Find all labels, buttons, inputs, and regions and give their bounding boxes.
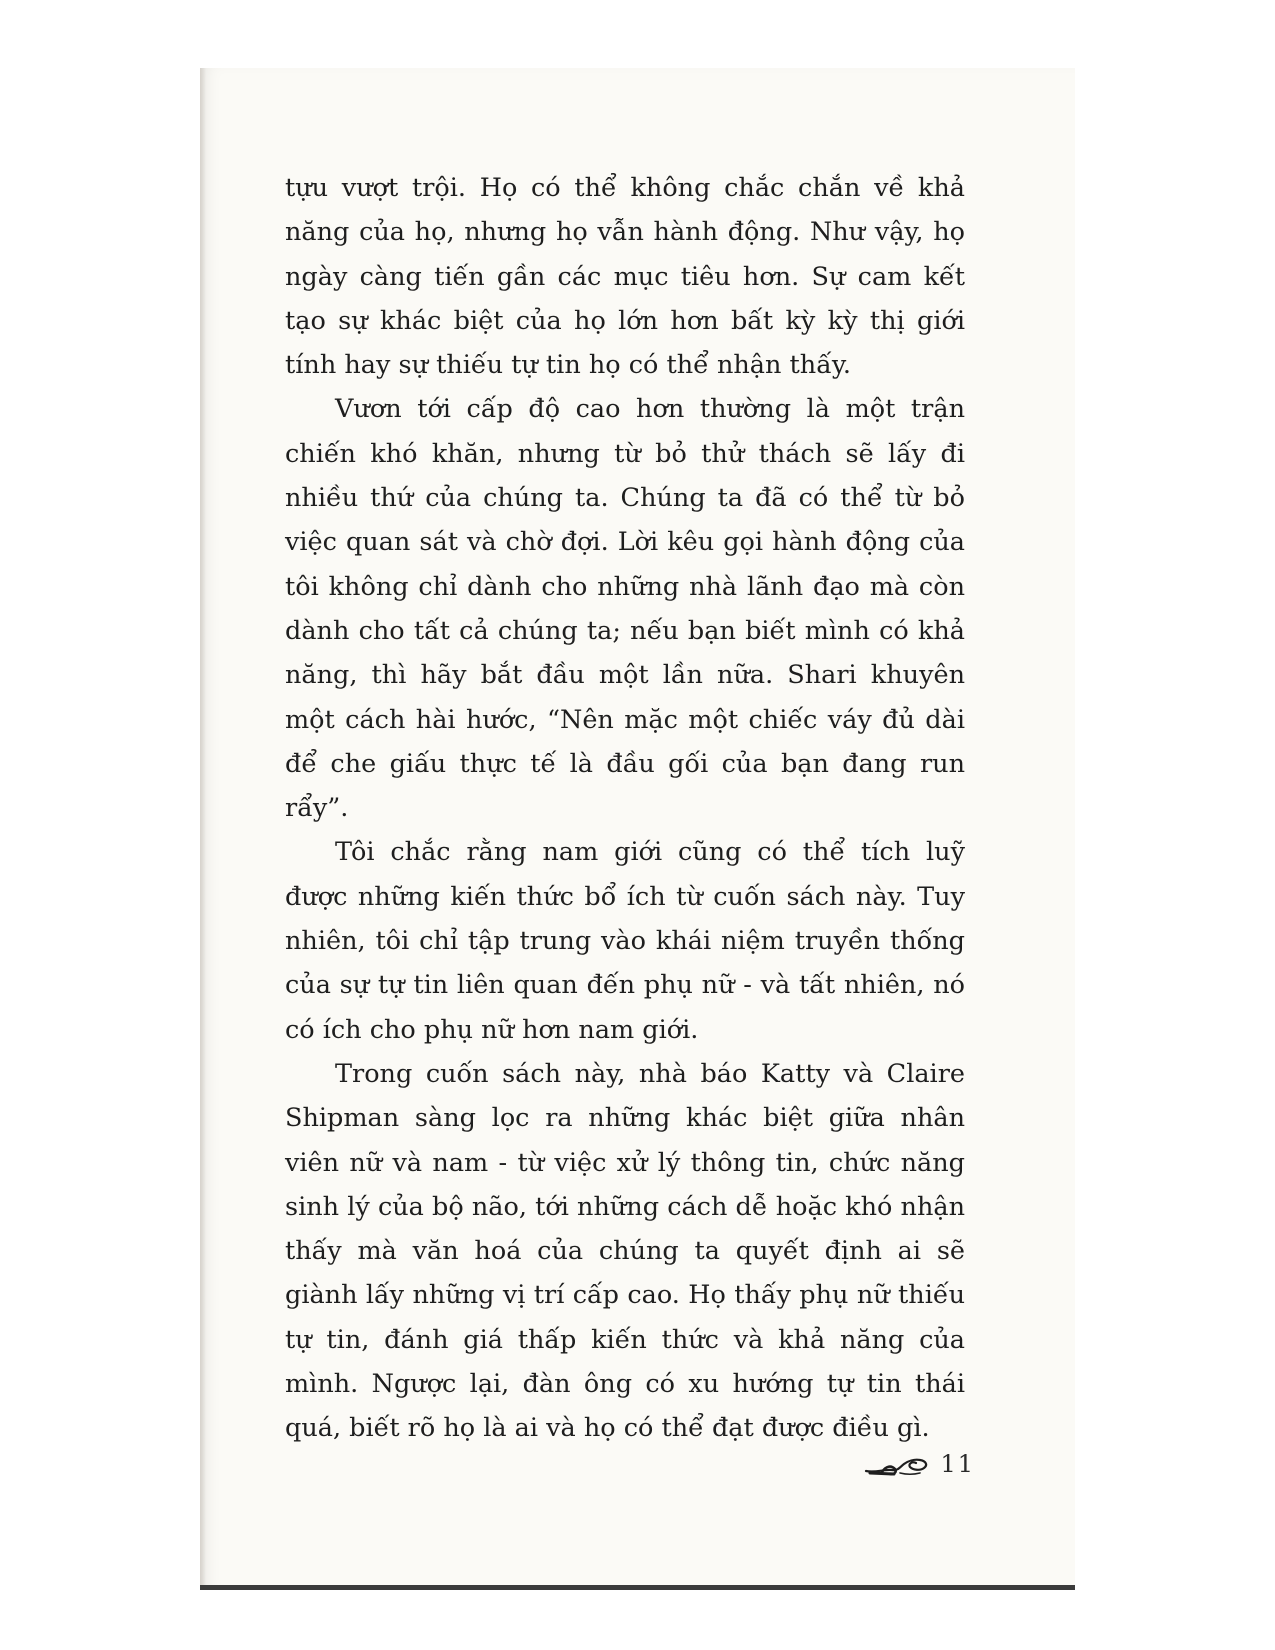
page-number: 11 xyxy=(940,1450,975,1478)
paragraph-4: Trong cuốn sách này, nhà báo Katty và Claire Shipman sàng lọc ra những khác biệt giữa nhân viên nữ và nam - từ việc xử lý thông tin, chức năng sinh lý của bộ não, tới những cách dễ hoặc khó nhận thấy mà văn hoá của chúng ta quyết định ai sẽ giành lấy những vị trí cấp cao. Họ thấy phụ nữ thiếu tự tin, đánh giá thấp kiến thức và khả năng của mình. Ngược lại, đàn ông có xu hướng tự tin thái quá, biết rõ họ là ai và họ có thể đạt được điều gì. xyxy=(285,1058,965,1444)
page-footer xyxy=(864,1450,975,1478)
book-page xyxy=(200,68,1075,1590)
page-bottom-edge xyxy=(200,1585,1075,1590)
flourish-ornament-icon xyxy=(864,1450,932,1478)
page-binding-shadow xyxy=(200,68,206,1590)
paragraph-3: Tôi chắc rằng nam giới cũng có thể tích luỹ được những kiến thức bổ ích từ cuốn sách này. Tuy nhiên, tôi chỉ tập trung vào khái niệm truyền thống của sự tự tin liên quan đến phụ nữ - và tất nhiên, nó có ích cho phụ nữ hơn nam giới. xyxy=(285,837,965,1045)
paragraph-2: Vươn tới cấp độ cao hơn thường là một trận chiến khó khăn, nhưng từ bỏ thử thách sẽ lấy đi nhiều thứ của chúng ta. Chúng ta đã có thể từ bỏ việc quan sát và chờ đợi. Lời kêu gọi hành động của tôi không chỉ dành cho những nhà lãnh đạo mà còn dành cho tất cả chúng ta; nếu bạn biết mình có khả năng, thì hãy bắt đầu một lần nữa. Shari khuyên một cách hài hước, “Nên mặc một chiếc váy đủ dài để che giấu thực tế là đầu gối của bạn đang run rẩy”. xyxy=(285,394,965,824)
paragraph-1: tựu vượt trội. Họ có thể không chắc chắn về khả năng của họ, nhưng họ vẫn hành động. Như vậy, họ ngày càng tiến gần các mục tiêu hơn. Sự cam kết tạo sự khác biệt của họ lớn hơn bất kỳ kỳ thị giới tính hay sự thiếu tự tin họ có thể nhận thấy. xyxy=(285,173,965,381)
body-text xyxy=(285,166,965,1451)
